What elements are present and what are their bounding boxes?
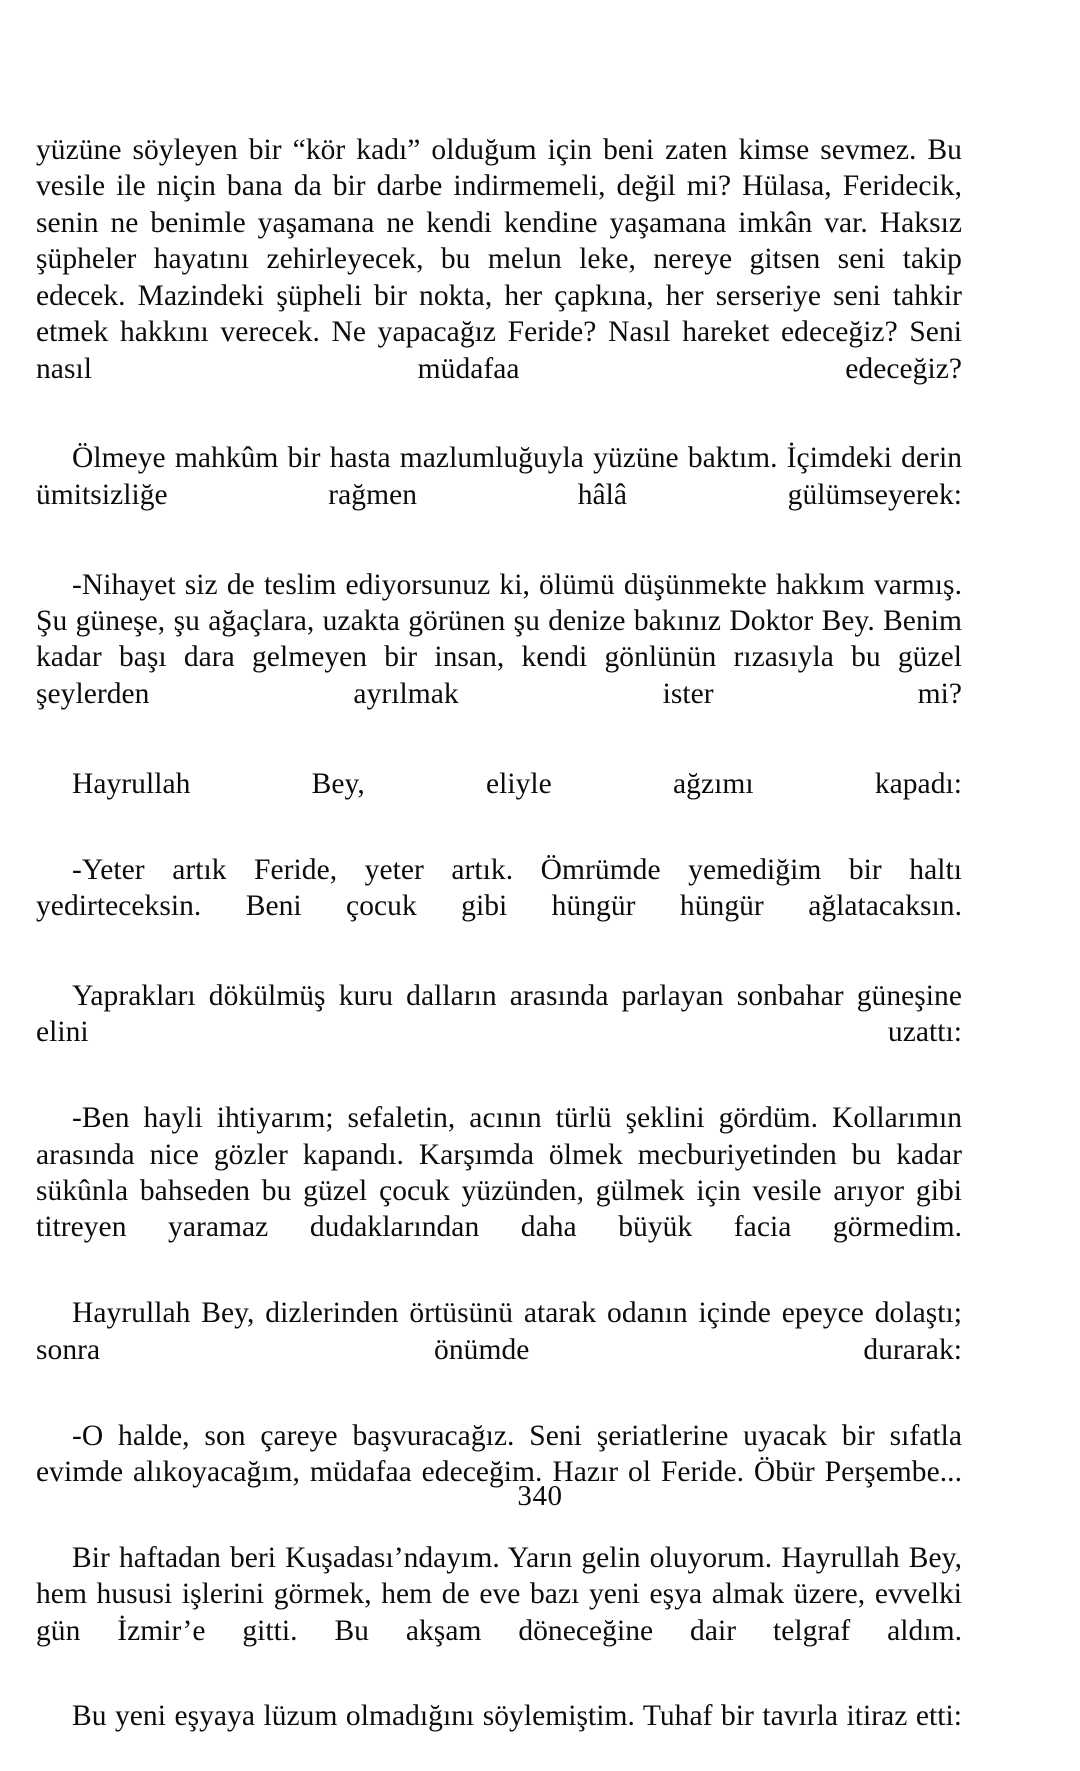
paragraph-8: Hayrullah Bey, dizlerinden örtüsünü atarak odanın içinde epeyce dolaştı; sonra önümde durarak:	[36, 1297, 962, 1366]
page-body-text	[36, 132, 962, 1771]
paragraph-11: Bu yeni eşyaya lüzum olmadığını söylemiştim. Tuhaf bir tavırla itiraz etti:	[72, 1700, 962, 1733]
paragraph-3: -Nihayet siz de teslim ediyorsunuz ki, ölümü düşünmekte hakkım varmış. Şu güneşe, şu ağaçlara, uzakta görünen şu denize bakınız Doktor Bey. Benim kadar başı dara gelmeyen bir insan, kendi gönlünün rızasıyla bu güzel şeylerden ayrılmak ister mi?	[36, 568, 962, 710]
paragraph-1: yüzüne söyleyen bir “kör kadı” olduğum için beni zaten kimse sevmez. Bu vesile ile niçin bana da bir darbe indirmemeli, değil mi? Hülasa, Feridecik, senin ne benimle yaşamana ne kendi kendine yaşamana imkân var. Haksız şüpheler hayatını zehirleyecek, bu melun leke, nereye gitsen seni takip edecek. Mazindeki şüpheli bir nokta, her çapkına, her serseriye seni tahkir etmek hakkını verecek. Ne yapacağız Feride? Nasıl hareket edeceğiz? Seni nasıl müdafaa edeceğiz?	[36, 134, 962, 385]
paragraph-2: Ölmeye mahkûm bir hasta mazlumluğuyla yüzüne baktım. İçimdeki derin ümitsizliğe rağmen hâlâ gülümseyerek:	[36, 442, 962, 511]
paragraph-9: -O halde, son çareye başvuracağız. Seni şeriatlerine uyacak bir sıfatla evimde alıkoyacağım, müdafaa edeceğim. Hazır ol Feride. Öbür Perşembe...	[36, 1419, 962, 1488]
paragraph-5: -Yeter artık Feride, yeter artık. Ömrümde yemediğim bir haltı yedirteceksin. Beni çocuk gibi hüngür hüngür ağlatacaksın.	[36, 853, 962, 923]
paragraph-4: Hayrullah Bey, eliyle ağzımı kapadı:	[72, 767, 962, 800]
paragraph-7: -Ben hayli ihtiyarım; sefaletin, acının türlü şeklini gördüm. Kollarımın arasında nice gözler kapandı. Karşımda ölmek mecburiyetinden bu kadar sükûnla bahseden bu güzel çocuk yüzünden, gülmek için vesile arıyor gibi titreyen yaramaz dudaklarından daha büyük facia görmedim.	[36, 1102, 962, 1244]
page-number: 340	[517, 1480, 563, 1512]
paragraph-6: Yaprakları dökülmüş kuru dalların arasında parlayan sonbahar güneşine elini uzattı:	[36, 979, 962, 1049]
paragraph-10: Bir haftadan beri Kuşadası’ndayım. Yarın gelin oluyorum. Hayrullah Bey, hem hususi işlerini görmek, hem de eve bazı yeni eşya almak üzere, evvelki gün İzmir’e gitti. Bu akşam döneceğine dair telgraf aldım.	[36, 1541, 962, 1647]
